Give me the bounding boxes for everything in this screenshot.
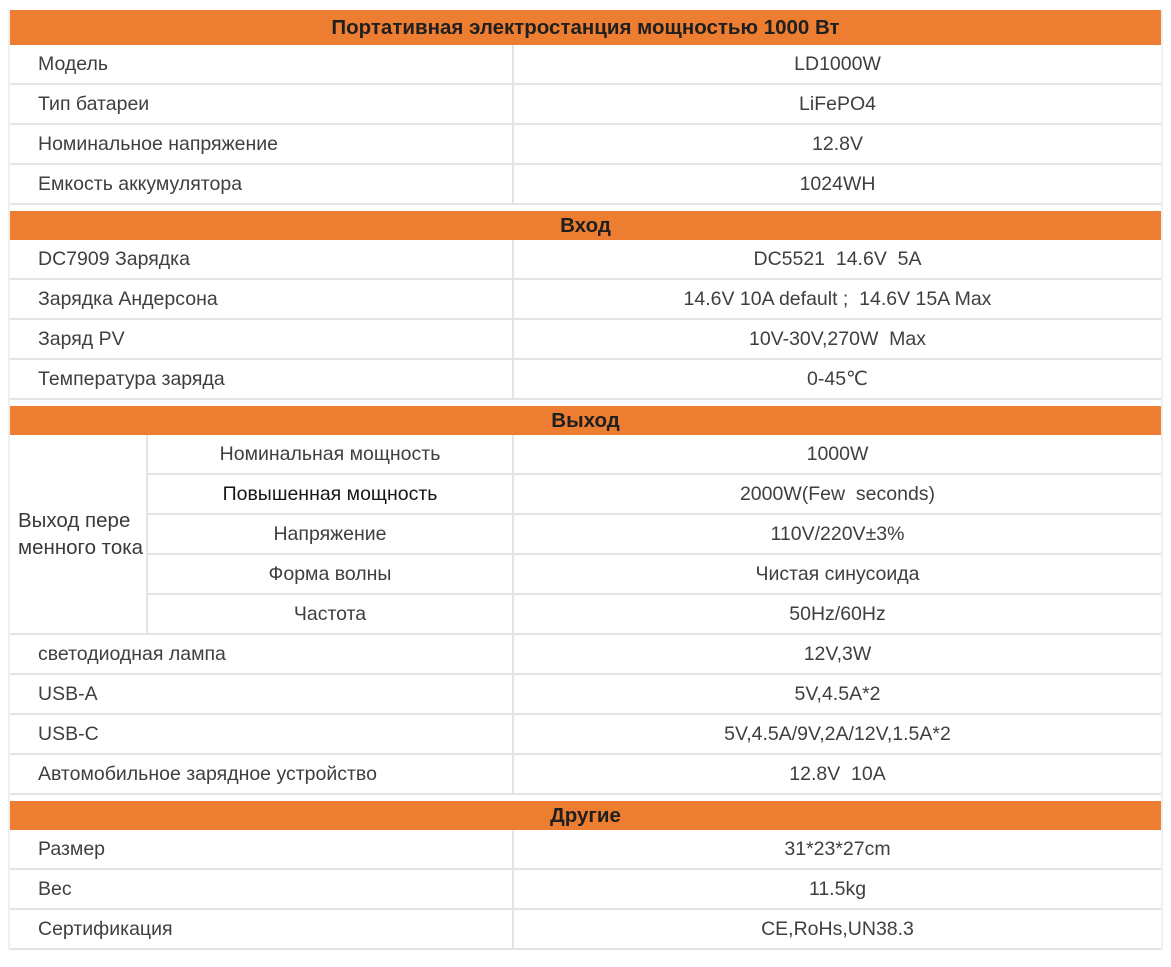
section-header-other: Другие <box>10 795 1161 830</box>
spec-value-model: LD1000W <box>514 45 1161 85</box>
table-row <box>10 870 1161 910</box>
section-header-row <box>10 400 1161 435</box>
spec-value-led-lamp: 12V,3W <box>514 635 1161 675</box>
ac-output-group-label: Выход переменного тока <box>10 435 148 635</box>
spec-value-dc7909-charging: DC5521 14.6V 5A <box>514 240 1161 280</box>
section-header-row <box>10 205 1161 240</box>
section-header-output: Выход <box>10 400 1161 435</box>
spec-value-peak-power: 2000W(Few seconds) <box>514 475 1161 515</box>
spec-label-certification: Сертификация <box>10 910 514 950</box>
spec-value-nominal-voltage: 12.8V <box>514 125 1161 165</box>
table-row <box>10 280 1161 320</box>
spec-label-nominal-voltage: Номинальное напряжение <box>10 125 514 165</box>
spec-value-weight: 11.5kg <box>514 870 1161 910</box>
spec-value-usb-a: 5V,4.5A*2 <box>514 675 1161 715</box>
spec-label-peak-power: Повышенная мощность <box>148 475 514 515</box>
spec-label-weight: Вес <box>10 870 514 910</box>
table-row <box>10 165 1161 205</box>
spec-value-car-charger: 12.8V 10A <box>514 755 1161 795</box>
spec-table <box>8 10 1163 950</box>
spec-value-waveform: Чистая синусоида <box>514 555 1161 595</box>
spec-label-model: Модель <box>10 45 514 85</box>
spec-label-battery-type: Тип батареи <box>10 85 514 125</box>
spec-value-battery-capacity: 1024WH <box>514 165 1161 205</box>
table-row <box>10 555 1161 595</box>
page-title: Портативная электростанция мощностью 1000 Вт <box>10 10 1161 45</box>
table-row <box>10 45 1161 85</box>
spec-label-frequency: Частота <box>148 595 514 635</box>
spec-value-charge-temperature: 0-45℃ <box>514 360 1161 400</box>
spec-label-battery-capacity: Емкость аккумулятора <box>10 165 514 205</box>
table-row <box>10 240 1161 280</box>
table-row <box>10 755 1161 795</box>
table-row <box>10 910 1161 950</box>
spec-label-car-charger: Автомобильное зарядное устройство <box>10 755 514 795</box>
table-row <box>10 125 1161 165</box>
table-row <box>10 475 1161 515</box>
spec-label-anderson-charging: Зарядка Андерсона <box>10 280 514 320</box>
title-row <box>10 10 1161 45</box>
spec-label-ac-voltage: Напряжение <box>148 515 514 555</box>
spec-label-usb-a: USB-A <box>10 675 514 715</box>
section-header-row <box>10 795 1161 830</box>
table-row <box>10 85 1161 125</box>
spec-label-usb-c: USB-C <box>10 715 514 755</box>
spec-label-rated-power: Номинальная мощность <box>148 435 514 475</box>
spec-label-size: Размер <box>10 830 514 870</box>
table-row <box>10 435 1161 475</box>
spec-label-waveform: Форма волны <box>148 555 514 595</box>
spec-value-certification: CE,RoHs,UN38.3 <box>514 910 1161 950</box>
spec-value-anderson-charging: 14.6V 10A default ; 14.6V 15A Max <box>514 280 1161 320</box>
spec-value-rated-power: 1000W <box>514 435 1161 475</box>
spec-label-led-lamp: светодиодная лампа <box>10 635 514 675</box>
table-row <box>10 595 1161 635</box>
table-row <box>10 515 1161 555</box>
spec-value-frequency: 50Hz/60Hz <box>514 595 1161 635</box>
table-row <box>10 635 1161 675</box>
spec-label-charge-temperature: Температура заряда <box>10 360 514 400</box>
table-row <box>10 360 1161 400</box>
spec-value-pv-charging: 10V-30V,270W Max <box>514 320 1161 360</box>
spec-value-usb-c: 5V,4.5A/9V,2A/12V,1.5A*2 <box>514 715 1161 755</box>
spec-value-ac-voltage: 110V/220V±3% <box>514 515 1161 555</box>
spec-label-dc7909-charging: DC7909 Зарядка <box>10 240 514 280</box>
table-row <box>10 675 1161 715</box>
table-row <box>10 320 1161 360</box>
spec-value-battery-type: LiFePO4 <box>514 85 1161 125</box>
spec-value-size: 31*23*27cm <box>514 830 1161 870</box>
section-header-input: Вход <box>10 205 1161 240</box>
spec-label-pv-charging: Заряд PV <box>10 320 514 360</box>
table-row <box>10 830 1161 870</box>
table-row <box>10 715 1161 755</box>
